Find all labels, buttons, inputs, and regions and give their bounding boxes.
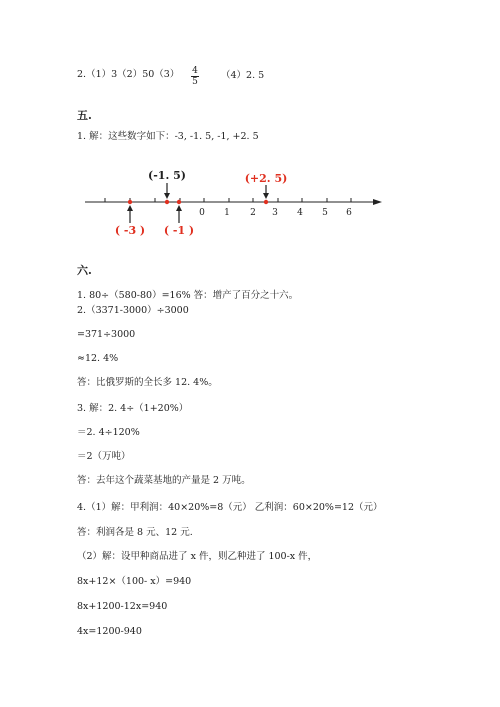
tick-label-4: 4 (297, 208, 303, 218)
section-six-line-6: 3. 解：2. 4÷（1+20%） (77, 403, 189, 414)
fraction-denominator: 5 (192, 77, 198, 87)
section-six-line-10: 4.（1）解：甲利润：40×20%=8（元） 乙利润：60×20%=12（元） (77, 502, 383, 513)
label-pos2-5: (+2. 5) (244, 172, 288, 185)
label-neg1-5: (-1. 5) (148, 169, 186, 182)
section-five-heading: 五. (77, 109, 92, 122)
fraction-numerator: 4 (192, 66, 198, 76)
tick-label-2: 2 (250, 208, 256, 218)
section-six-line-2: 2.（3371-3000）÷3000 (77, 305, 189, 316)
section-six-line-3: =371÷3000 (77, 329, 136, 340)
tick-marks (105, 198, 351, 202)
section-six-line-1: 1. 80÷（580-80）=16% 答：增产了百分之十六。 (77, 290, 299, 301)
point-pos2-5 (264, 200, 268, 204)
label-neg3: ( -3 ) (114, 224, 146, 237)
arrow-neg1-head (176, 205, 182, 211)
section-six-line-8: ＝2（万吨） (77, 451, 131, 462)
point-neg3 (128, 200, 132, 204)
section-five-q1: 1. 解：这些数字如下：-3, -1. 5, -1, +2. 5 (77, 131, 259, 142)
section-six-heading: 六. (77, 264, 92, 277)
answer-q2-suffix: （4）2. 5 (221, 70, 265, 81)
section-six-line-15: 4x=1200-940 (77, 626, 142, 637)
answer-q2-prefix: 2.（1）3（2）50（3） (77, 69, 180, 80)
arrow-neg1-5-head (164, 193, 170, 199)
section-six-line-12: （2）解：设甲种商品进了 x 件，则乙种进了 100-x 件， (77, 551, 318, 562)
section-six-line-7: ＝2. 4÷120% (77, 427, 140, 438)
tick-label-5: 5 (322, 208, 328, 218)
number-line-diagram (0, 165, 500, 255)
fraction-four-fifths (190, 66, 200, 87)
tick-label-0: 0 (199, 208, 205, 218)
section-six-line-11: 答：利润各是 8 元、12 元. (77, 527, 193, 538)
section-six-line-13: 8x+12×（100- x）=940 (77, 576, 192, 587)
section-six-line-9: 答：去年这个蔬菜基地的产量是 2 万吨。 (77, 475, 251, 486)
arrow-pos2-5-head (263, 193, 269, 199)
section-six-line-5: 答：比俄罗斯的全长多 12. 4%。 (77, 377, 218, 388)
point-neg1-5 (165, 200, 169, 204)
section-six-line-4: ≈12. 4% (77, 353, 119, 364)
point-neg1 (177, 200, 181, 204)
section-six-line-14: 8x+1200-12x=940 (77, 601, 168, 612)
tick-label-1: 1 (224, 208, 230, 218)
tick-label-6: 6 (346, 208, 352, 218)
number-line-arrowhead (373, 199, 382, 205)
arrow-neg3-head (127, 205, 133, 211)
tick-label-3: 3 (272, 208, 278, 218)
label-neg1: ( -1 ) (163, 224, 195, 237)
